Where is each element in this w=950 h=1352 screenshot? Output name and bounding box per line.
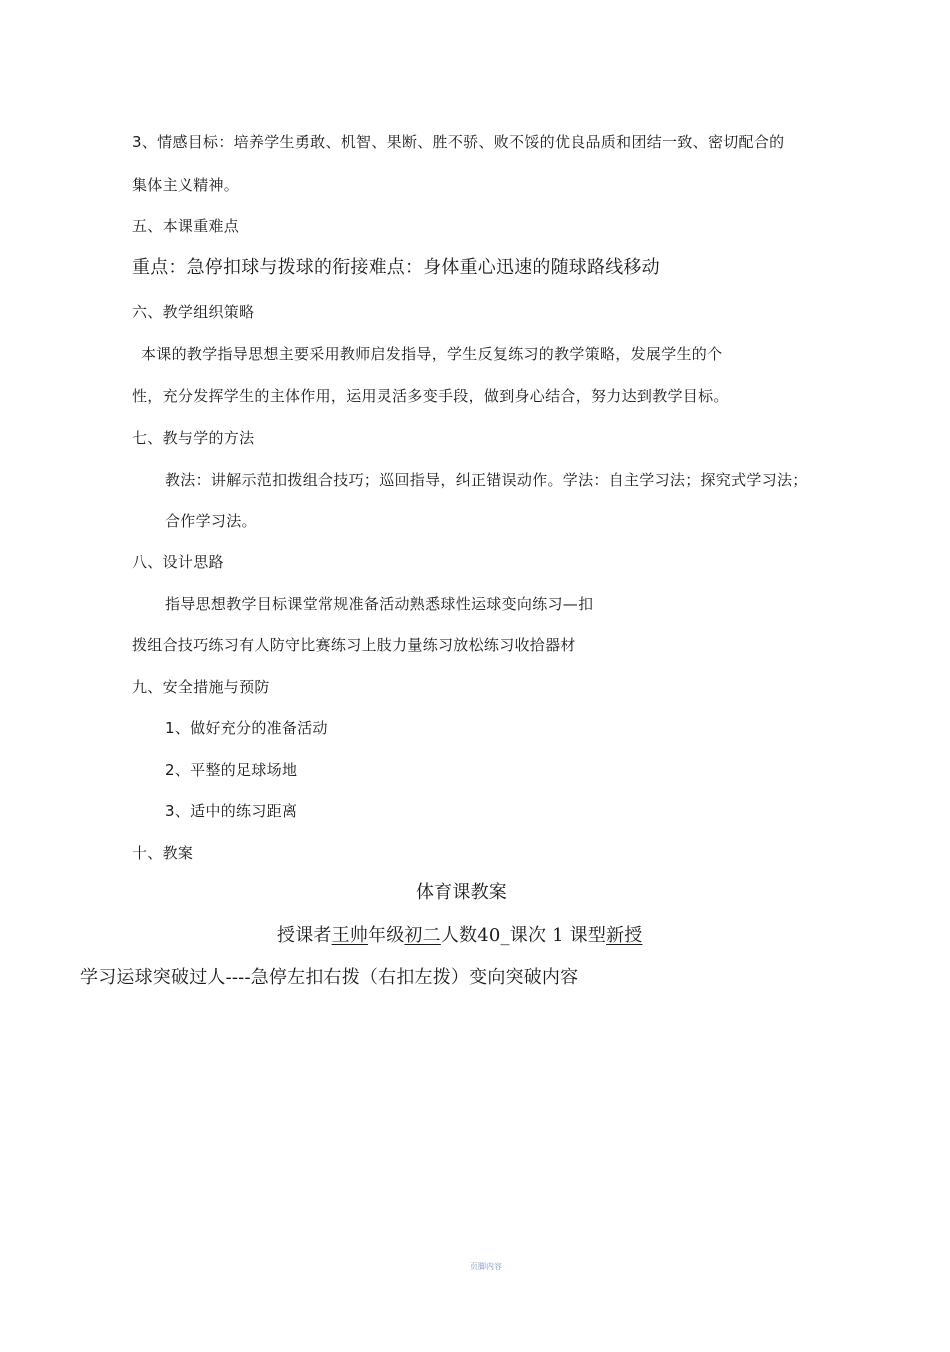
lesson-plan-title: 体育课教案 [416, 882, 507, 903]
lesson-content-line: 学习运球突破过人----急停左扣右拨（右扣左拨）变向突破内容 [80, 967, 579, 988]
count-label: 人数 [440, 925, 478, 946]
teacher-label: 授课者 [277, 925, 332, 946]
section-heading-8: 八、设计思路 [132, 553, 224, 571]
lesson-info-line [277, 924, 642, 948]
session-label: 课次 [509, 925, 547, 946]
design-line-1: 指导思想教学目标课堂常规准备活动熟悉球性运球变向练习—扣 [165, 595, 594, 613]
teacher-name: 王帅 [331, 925, 369, 946]
strategy-line-2: 性，充分发挥学生的主体作用，运用灵活多变手段，做到身心结合，努力达到教学目标。 [132, 387, 729, 405]
section-heading-9: 九、安全措施与预防 [132, 678, 270, 696]
type-value: 新授 [606, 925, 643, 946]
grade-label: 年级 [368, 925, 405, 946]
type-label: 课型 [569, 925, 607, 946]
grade-value: 初二 [404, 925, 441, 946]
safety-item-1: 1、做好充分的准备活动 [165, 719, 328, 737]
section-heading-6: 六、教学组织策略 [132, 303, 255, 321]
section-heading-10: 十、教案 [132, 844, 194, 862]
strategy-line-1: 本课的教学指导思想主要采用教师启发指导，学生反复练习的教学策略，发展学生的个 [141, 345, 723, 363]
emotion-goal-line-1: 3、情感目标：培养学生勇敢、机智、果断、胜不骄、败不馁的优良品质和团结一致、密切配合的 [132, 133, 785, 151]
safety-item-3: 3、适中的练习距离 [165, 802, 298, 820]
safety-item-2: 2、平整的足球场地 [165, 761, 298, 779]
design-line-2: 拨组合技巧练习有人防守比赛练习上肢力量练习放松练习收拾器材 [132, 636, 576, 654]
methods-line-1: 教法：讲解示范扣拨组合技巧；巡回指导，纠正错误动作。学法：自主学习法；探究式学习法； [165, 471, 808, 489]
section-heading-7: 七、教与学的方法 [132, 429, 255, 447]
section-heading-5: 五、本课重难点 [132, 217, 240, 235]
emotion-goal-line-2: 集体主义精神。 [132, 176, 240, 194]
key-points-line: 重点：急停扣球与拨球的衔接难点：身体重心迅速的随球路线移动 [132, 257, 660, 278]
methods-line-2: 合作学习法。 [165, 512, 257, 530]
session-value: 1 [552, 925, 564, 946]
count-value: 40_ [477, 925, 510, 946]
page-footer: 页脚内容 [470, 1262, 502, 1271]
